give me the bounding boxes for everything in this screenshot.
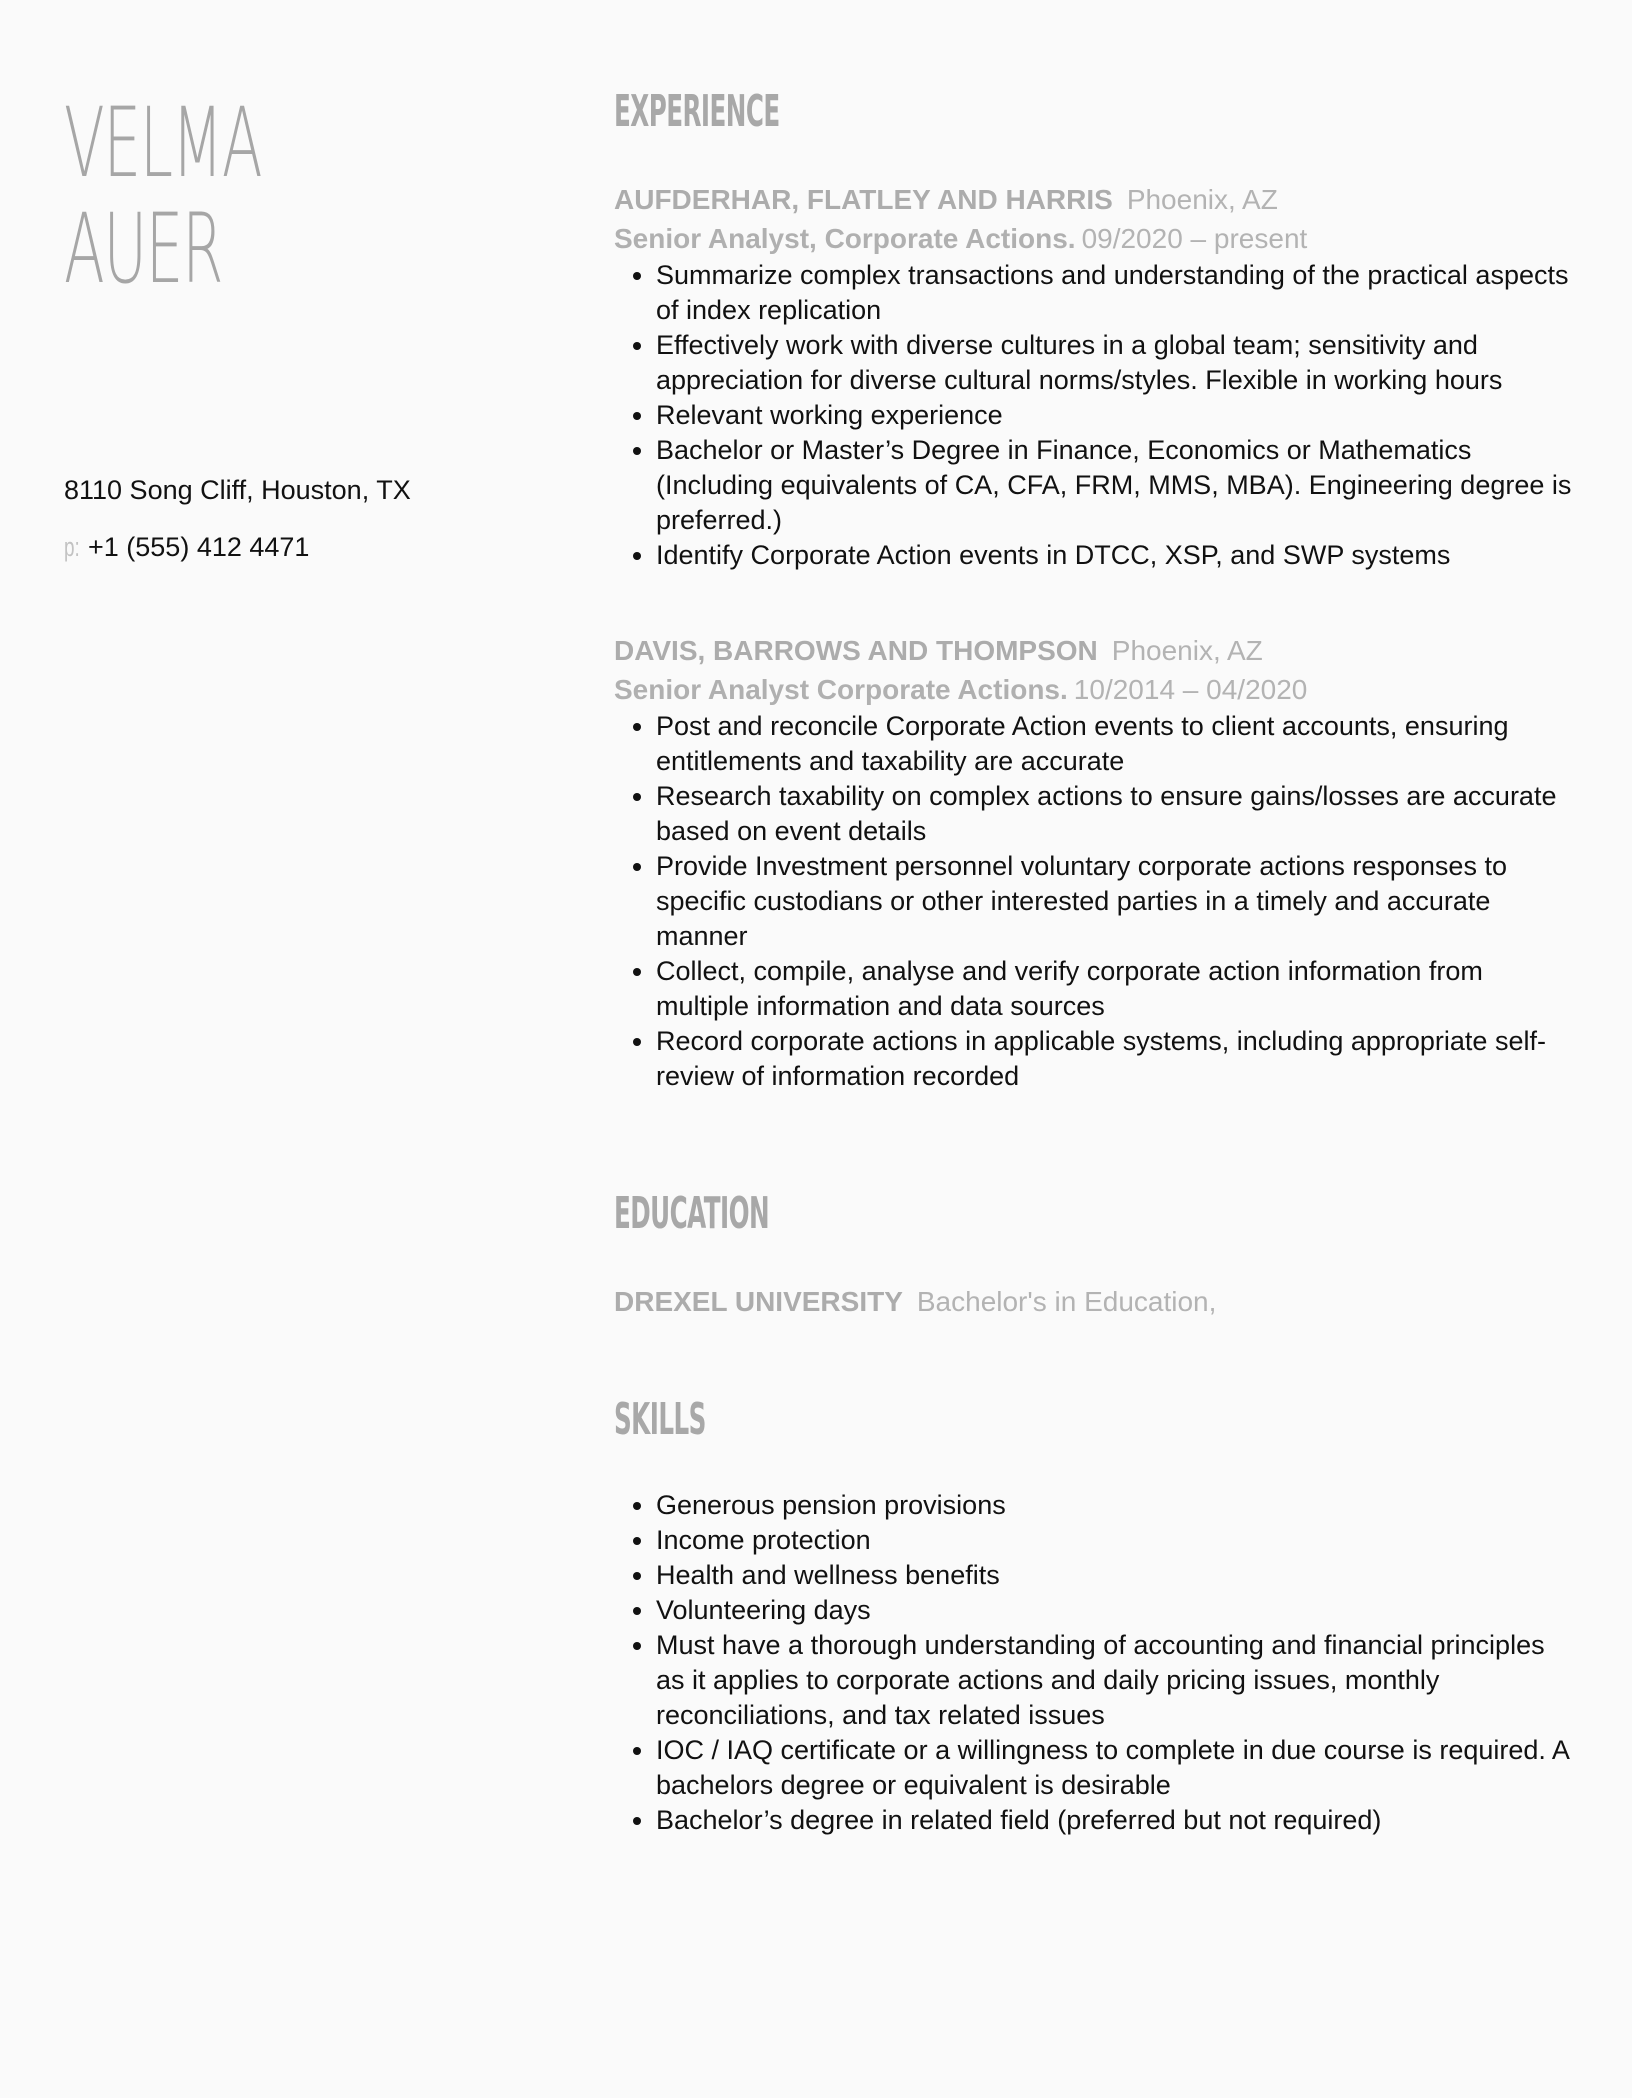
job-dates: 09/2020 – present bbox=[1081, 223, 1308, 254]
phone-label: p: bbox=[64, 532, 80, 562]
company-location: Phoenix, AZ bbox=[1126, 184, 1278, 215]
skill-item: • Generous pension provisions bbox=[656, 1488, 1574, 1523]
skill-item: • Income protection bbox=[656, 1523, 1574, 1558]
job-bullet: • Research taxability on complex actions to ensure gains/losses are accurate based on event details bbox=[656, 779, 1574, 849]
address: 8110 Song Cliff, Houston, TX bbox=[64, 475, 411, 505]
phone-row bbox=[64, 519, 411, 576]
job-title-row bbox=[614, 670, 1574, 709]
skill-item: • Must have a thorough understanding of accounting and financial principles as it applies to corporate actions and daily pricing issues, monthly reconciliations, and tax related issues bbox=[656, 1628, 1574, 1733]
job-entry bbox=[614, 180, 1574, 573]
job-bullet: • Effectively work with diverse cultures in a global team; sensitivity and appreciation for diverse cultural norms/styles. Flexible in working hours bbox=[656, 328, 1574, 398]
skills-list bbox=[614, 1488, 1574, 1838]
last-name: AUER bbox=[64, 193, 223, 305]
job-company-row bbox=[614, 631, 1574, 670]
skill-item: • Health and wellness benefits bbox=[656, 1558, 1574, 1593]
company-name: AUFDERHAR, FLATLEY AND HARRIS bbox=[614, 184, 1113, 215]
full-name bbox=[64, 87, 362, 305]
job-bullet: • Post and reconcile Corporate Action events to client accounts, ensuring entitlements and taxability are accurate bbox=[656, 709, 1574, 779]
experience-heading: EXPERIENCE bbox=[614, 86, 780, 137]
degree: Bachelor's in Education, bbox=[916, 1286, 1217, 1317]
skill-item: • Volunteering days bbox=[656, 1593, 1574, 1628]
job-bullet: • Collect, compile, analyse and verify corporate action information from multiple information and data sources bbox=[656, 954, 1574, 1024]
skill-item: • IOC / IAQ certificate or a willingness to complete in due course is required. A bachelors degree or equivalent is desirable bbox=[656, 1733, 1574, 1803]
school-name: DREXEL UNIVERSITY bbox=[614, 1286, 903, 1317]
job-bullet: • Identify Corporate Action events in DTCC, XSP, and SWP systems bbox=[656, 538, 1574, 573]
education-heading: EDUCATION bbox=[614, 1188, 770, 1239]
skills-heading: SKILLS bbox=[614, 1394, 706, 1445]
job-bullet: • Record corporate actions in applicable systems, including appropriate self-review of information recorded bbox=[656, 1024, 1574, 1094]
job-title: Senior Analyst Corporate Actions. bbox=[614, 674, 1068, 705]
education-entry bbox=[614, 1282, 1216, 1321]
profile-column bbox=[64, 87, 544, 562]
job-entry bbox=[614, 631, 1574, 1094]
skills-list-block bbox=[614, 1488, 1574, 1838]
contact-block bbox=[64, 462, 411, 576]
skill-item: • Bachelor’s degree in related field (preferred but not required) bbox=[656, 1803, 1574, 1838]
job-bullet: • Provide Investment personnel voluntary corporate actions responses to specific custodians or other interested parties in a timely and accurate manner bbox=[656, 849, 1574, 954]
phone-number: +1 (555) 412 4471 bbox=[88, 532, 310, 562]
job-bullet: • Relevant working experience bbox=[656, 398, 1574, 433]
job-title-row bbox=[614, 219, 1574, 258]
job-dates: 10/2014 – 04/2020 bbox=[1073, 674, 1308, 705]
company-name: DAVIS, BARROWS AND THOMPSON bbox=[614, 635, 1098, 666]
company-location: Phoenix, AZ bbox=[1111, 635, 1263, 666]
job-company-row bbox=[614, 180, 1574, 219]
job-bullet: • Summarize complex transactions and understanding of the practical aspects of index replication bbox=[656, 258, 1574, 328]
job-bullets bbox=[614, 258, 1574, 573]
first-name: VELMA bbox=[64, 87, 262, 199]
job-title: Senior Analyst, Corporate Actions. bbox=[614, 223, 1076, 254]
job-bullets bbox=[614, 709, 1574, 1094]
job-bullet: • Bachelor or Master’s Degree in Finance, Economics or Mathematics (Including equivalents of CA, CFA, FRM, MMS, MBA). Engineering degree is preferred.) bbox=[656, 433, 1574, 538]
